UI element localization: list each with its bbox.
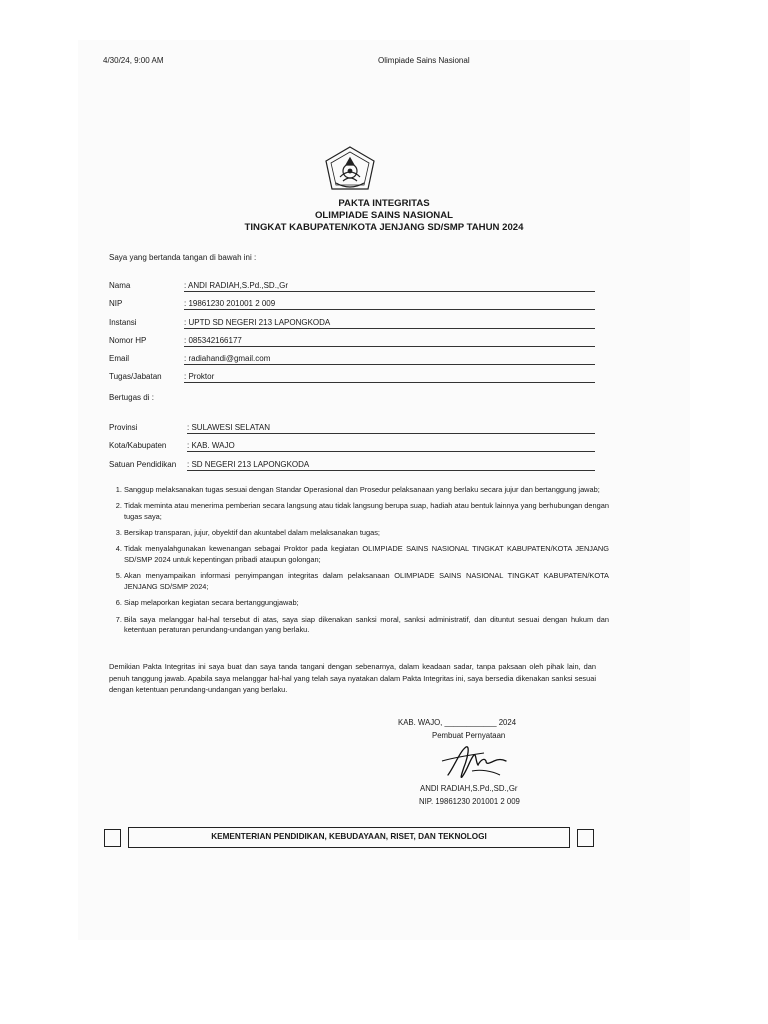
field-value: : UPTD SD NEGERI 213 LAPONGKODA: [184, 318, 595, 329]
tut-wuri-handayani-emblem-icon: [322, 143, 378, 199]
field-value: : Proktor: [184, 372, 595, 383]
title-line-2: OLIMPIADE SAINS NASIONAL: [314, 210, 454, 221]
field-row-nama: [109, 279, 595, 297]
field-label: Tugas/Jabatan: [109, 372, 162, 382]
field-label: Nama: [109, 281, 131, 290]
footer-right-square: [577, 829, 594, 847]
statement-item: 3. Bersikap transparan, jujur, obyektif dan akuntabel dalam melaksanakan tugas;: [124, 528, 609, 539]
field-label: Provinsi: [109, 423, 138, 432]
statement-item: 5. Akan menyampaikan informasi penyimpangan integritas dalam pelaksanaan OLIMPIADE SAINS NASIONAL TINGKAT KABUPATEN/KOTA JENJANG SD/SMP 2024;: [124, 571, 609, 593]
intro-text: Saya yang bertanda tangan di bawah ini :: [109, 253, 257, 262]
title-line-3: TINGKAT KABUPATEN/KOTA JENJANG SD/SMP TAHUN 2024: [244, 222, 524, 233]
handwritten-signature: [440, 741, 514, 783]
field-value: : KAB. WAJO: [187, 441, 595, 452]
signer-nip: NIP. 19861230 201001 2 009: [419, 797, 520, 806]
ministry-footer: [104, 826, 594, 850]
statement-maker-label: Pembuat Pernyataan: [432, 731, 506, 740]
assignment-heading: Bertugas di :: [109, 393, 154, 402]
field-row-provinsi: [109, 421, 595, 439]
statement-item: 6. Siap melaporkan kegiatan secara bertanggungjawab;: [124, 598, 609, 609]
field-value: : SD NEGERI 213 LAPONGKODA: [187, 460, 595, 471]
ministry-name: KEMENTERIAN PENDIDIKAN, KEBUDAYAAN, RISET, DAN TEKNOLOGI: [128, 827, 570, 848]
print-site-title: Olimpiade Sains Nasional: [378, 56, 470, 65]
field-row-email: [109, 352, 595, 370]
statement-list: [110, 485, 609, 642]
field-row-nomor-hp: [109, 334, 595, 352]
statement-item: 7. Bila saya melanggar hal-hal tersebut di atas, saya siap dikenakan sanksi moral, sanksi administratif, dan dituntut sesuai dengan hukum dan ketentuan peraturan perundang-undangan yang berlaku.: [124, 615, 609, 637]
field-row-instansi: [109, 316, 595, 334]
field-value: : SULAWESI SELATAN: [187, 423, 595, 434]
footer-left-square: [104, 829, 121, 847]
statement-item: 2. Tidak meminta atau menerima pemberian secara langsung atau tidak langsung berupa suap, hadiah atau bentuk lainnya yang berhubungan dengan tugas saya;: [124, 501, 609, 523]
title-line-1: PAKTA INTEGRITAS: [338, 198, 430, 209]
closing-paragraph: Demikian Pakta Integritas ini saya buat dan saya tanda tangani dengan sebenarnya, dalam keadaan sadar, tanpa paksaan oleh pihak lain, dan penuh tanggung jawab. Apabila saya melanggar hal-hal yang telah saya nyatakan dalam Pakta Integritas ini, saya bersedia dikenakan sanksi sesuai dengan ketentuan perundang-undangan yang berlaku.: [109, 662, 596, 694]
assignment-fields: [109, 421, 595, 476]
field-value: : 085342166177: [184, 336, 595, 347]
field-row-satuan-pendidikan: [109, 458, 595, 476]
field-label: Kota/Kabupaten: [109, 441, 167, 451]
statement-item: 1. Sanggup melaksanakan tugas sesuai dengan Standar Operasional dan Prosedur pelaksanaan yang berlaku secara jujur dan bertanggung jawab;: [124, 485, 609, 496]
place-date: KAB. WAJO, ____________ 2024: [398, 718, 517, 727]
statement-item: 4. Tidak menyalahgunakan kewenangan sebagai Proktor pada kegiatan OLIMPIADE SAINS NASIONAL TINGKAT KABUPATEN/KOTA JENJANG SD/SMP 2024 untuk kepentingan pribadi ataupun golongan;: [124, 544, 609, 566]
field-label: NIP: [109, 299, 123, 309]
field-value: : radiahandi@gmail.com: [184, 354, 595, 365]
field-label: Instansi: [109, 317, 137, 327]
print-datetime: 4/30/24, 9:00 AM: [103, 56, 164, 65]
field-value: : 19861230 201001 2 009: [184, 299, 595, 310]
field-row-nip: [109, 297, 595, 315]
field-label: Nomor HP: [109, 335, 147, 345]
field-label: Satuan Pendidikan: [109, 459, 177, 469]
field-row-kabupaten: [109, 439, 595, 457]
field-row-jabatan: [109, 370, 595, 388]
identity-fields: [109, 279, 595, 389]
field-value: : ANDI RADIAH,S.Pd.,SD.,Gr: [184, 281, 595, 292]
signer-name: ANDI RADIAH,S.Pd.,SD.,Gr: [420, 784, 518, 793]
field-label: Email: [109, 354, 130, 364]
document-title: [0, 198, 768, 234]
